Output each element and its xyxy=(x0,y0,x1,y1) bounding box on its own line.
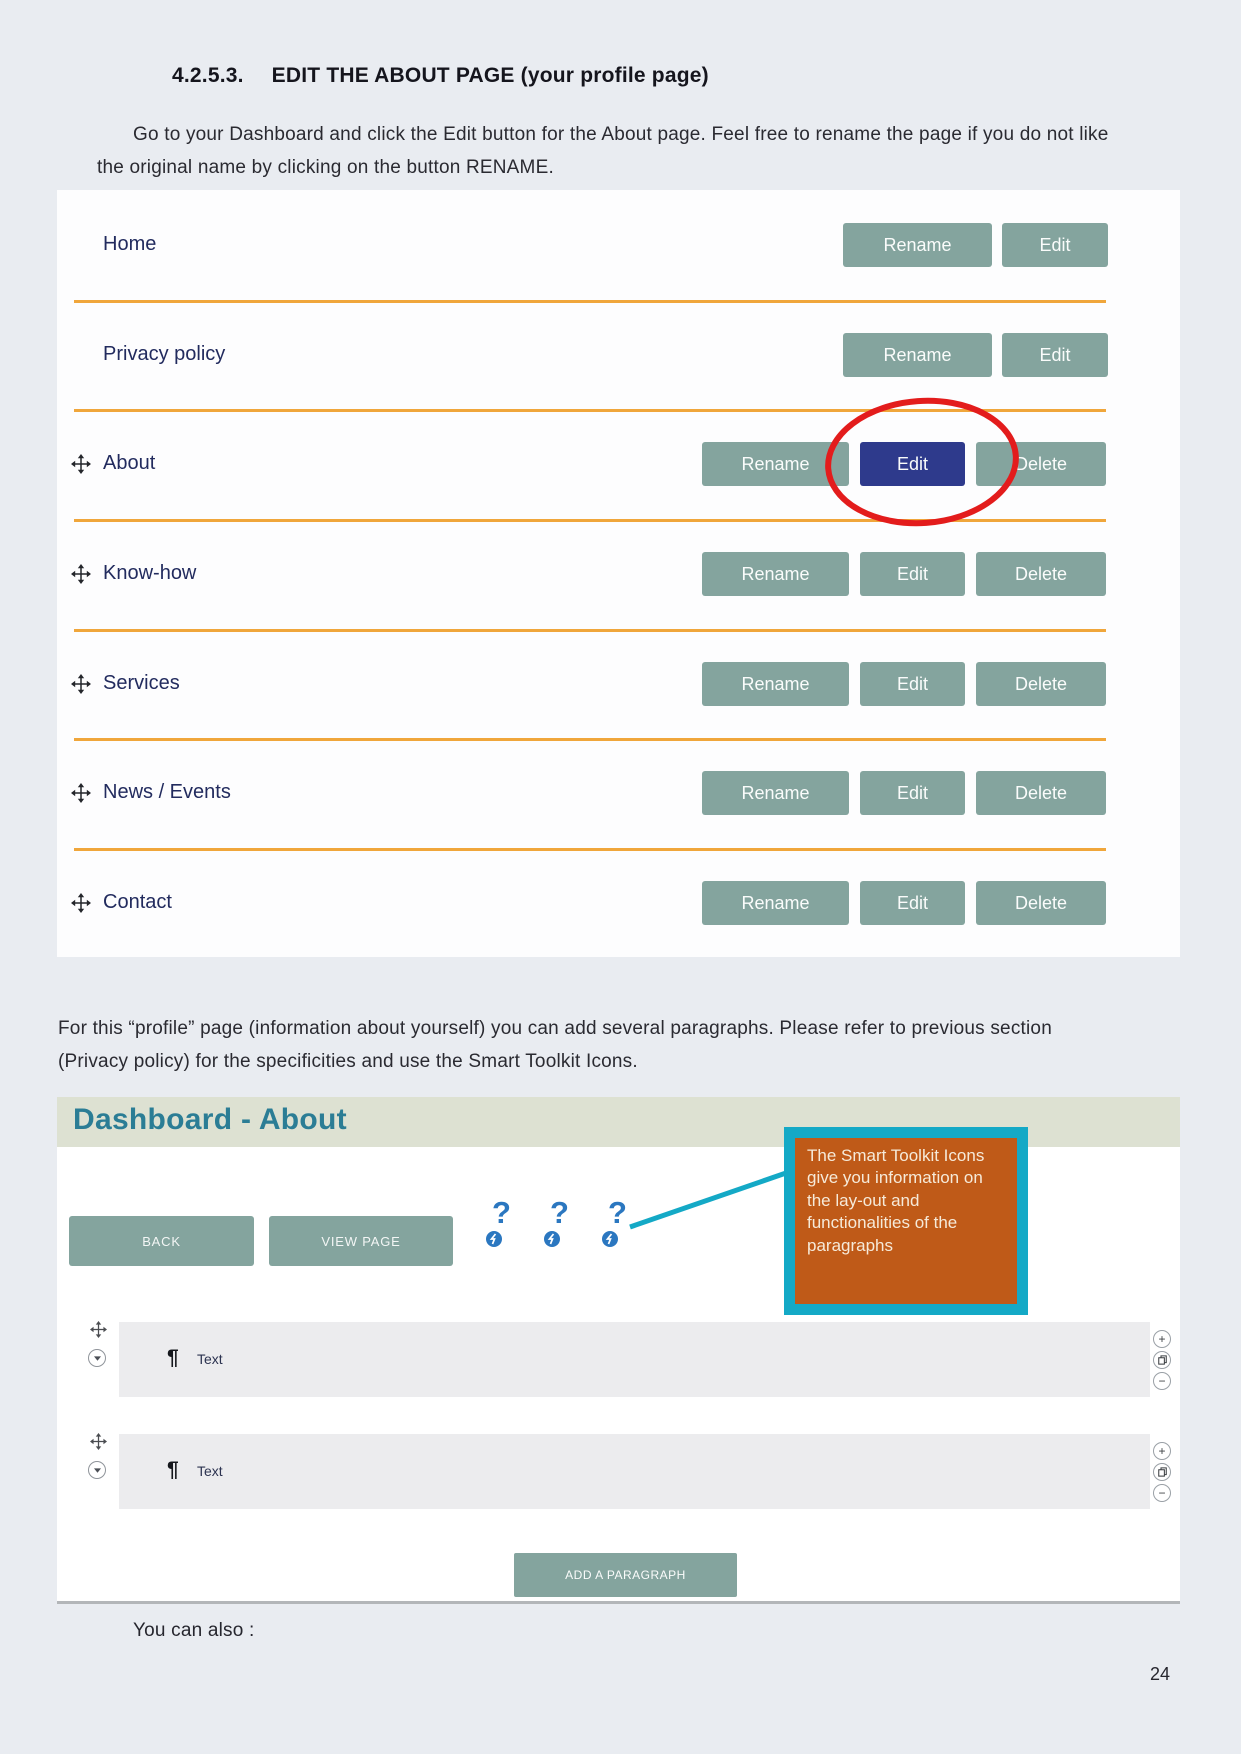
page-number: 24 xyxy=(1150,1664,1171,1684)
page-label: About xyxy=(103,452,156,474)
edit-button[interactable]: Edit xyxy=(1002,223,1108,267)
section-title: EDIT THE ABOUT PAGE (your profile page) xyxy=(271,64,709,87)
middle-paragraph: For this “profile” page (information about yourself) you can add several paragraphs. Please refer to previous section (Privacy policy) for the specificities and use the Smart Toolkit Icons. xyxy=(58,1018,1052,1072)
question-mark-glyph: ? xyxy=(550,1195,569,1230)
view-page-button[interactable]: VIEW PAGE xyxy=(269,1216,453,1266)
delete-button[interactable]: Delete xyxy=(976,552,1106,596)
section-heading xyxy=(172,64,709,88)
delete-button[interactable]: Delete xyxy=(976,771,1106,815)
row-divider-line xyxy=(74,738,1106,741)
row-divider-line xyxy=(74,848,1106,851)
row-divider-line xyxy=(74,519,1106,522)
plus-icon[interactable]: + xyxy=(1153,1330,1171,1348)
smart-toolkit-help-icon[interactable] xyxy=(483,1195,519,1250)
delete-button[interactable]: Delete xyxy=(976,442,1106,486)
pilcrow-icon: ¶ xyxy=(167,1458,179,1481)
minus-icon[interactable]: − xyxy=(1153,1484,1171,1502)
page-row-home xyxy=(57,195,1180,295)
callout-box: The Smart Toolkit Icons give you information on the lay-out and functionalities of the paragraphs xyxy=(784,1127,1028,1315)
move-handle-icon[interactable] xyxy=(90,1433,107,1450)
page-row-contact xyxy=(57,853,1180,953)
paragraph-type-label: Text xyxy=(197,1463,223,1479)
row-divider-line xyxy=(74,629,1106,632)
page-label: News / Events xyxy=(103,781,231,803)
intro-paragraph: Go to your Dashboard and click the Edit button for the About page. Feel free to rename the page if you do not like the original name by clicking on the button RENAME. xyxy=(97,124,1109,178)
rename-button[interactable]: Rename xyxy=(843,333,992,377)
move-handle-icon[interactable] xyxy=(71,674,91,694)
page-row-news-events xyxy=(57,743,1180,843)
row-divider-line xyxy=(74,409,1106,412)
page-label: Privacy policy xyxy=(103,343,226,365)
back-button[interactable]: BACK xyxy=(69,1216,254,1266)
delete-button[interactable]: Delete xyxy=(976,662,1106,706)
move-handle-icon[interactable] xyxy=(71,893,91,913)
edit-button[interactable]: Edit xyxy=(1002,333,1108,377)
duplicate-icon[interactable] xyxy=(1153,1351,1171,1369)
question-mark-glyph: ? xyxy=(492,1195,511,1230)
edit-button[interactable]: Edit xyxy=(860,771,965,815)
callout-connector-line xyxy=(622,1165,794,1237)
edit-button[interactable]: Edit xyxy=(860,662,965,706)
add-paragraph-button[interactable]: ADD A PARAGRAPH xyxy=(514,1553,737,1597)
paragraph-row xyxy=(119,1434,1150,1509)
edit-button[interactable]: Edit xyxy=(860,881,965,925)
plus-icon[interactable]: + xyxy=(1153,1442,1171,1460)
rename-button[interactable]: Rename xyxy=(702,552,849,596)
delete-button[interactable]: Delete xyxy=(976,881,1106,925)
rename-button[interactable]: Rename xyxy=(843,223,992,267)
bolt-dot-icon xyxy=(544,1231,560,1247)
page-row-know-how xyxy=(57,524,1180,624)
paragraph-row xyxy=(119,1322,1150,1397)
smart-toolkit-help-icon[interactable] xyxy=(599,1195,635,1250)
dashboard-panel xyxy=(57,1097,1180,1604)
page-label: Know-how xyxy=(103,562,197,584)
move-handle-icon[interactable] xyxy=(71,564,91,584)
section-number: 4.2.5.3. xyxy=(172,64,244,87)
bolt-dot-icon xyxy=(602,1231,618,1247)
duplicate-icon[interactable] xyxy=(1153,1463,1171,1481)
rename-button[interactable]: Rename xyxy=(702,881,849,925)
page-row-services xyxy=(57,634,1180,734)
paragraph-type-label: Text xyxy=(197,1351,223,1367)
page-label: Contact xyxy=(103,891,172,913)
page-row-about xyxy=(57,414,1180,514)
move-handle-icon[interactable] xyxy=(71,783,91,803)
smart-toolkit-help-icon[interactable] xyxy=(541,1195,577,1250)
pages-panel xyxy=(57,190,1180,957)
pilcrow-icon: ¶ xyxy=(167,1346,179,1369)
edit-button[interactable]: Edit xyxy=(860,442,965,486)
rename-button[interactable]: Rename xyxy=(702,442,849,486)
page-row-privacy-policy xyxy=(57,305,1180,405)
edit-button[interactable]: Edit xyxy=(860,552,965,596)
dashboard-title: Dashboard - About xyxy=(73,1103,347,1136)
move-handle-icon[interactable] xyxy=(71,454,91,474)
rename-button[interactable]: Rename xyxy=(702,771,849,815)
row-divider-line xyxy=(74,300,1106,303)
bolt-dot-icon xyxy=(486,1231,502,1247)
move-handle-icon[interactable] xyxy=(90,1321,107,1338)
dropdown-toggle-icon[interactable] xyxy=(88,1461,106,1479)
minus-icon[interactable]: − xyxy=(1153,1372,1171,1390)
dropdown-toggle-icon[interactable] xyxy=(88,1349,106,1367)
page-label: Services xyxy=(103,672,180,694)
you-can-also-text: You can also : xyxy=(133,1620,255,1641)
page-label: Home xyxy=(103,233,157,255)
question-mark-glyph: ? xyxy=(608,1195,627,1230)
rename-button[interactable]: Rename xyxy=(702,662,849,706)
